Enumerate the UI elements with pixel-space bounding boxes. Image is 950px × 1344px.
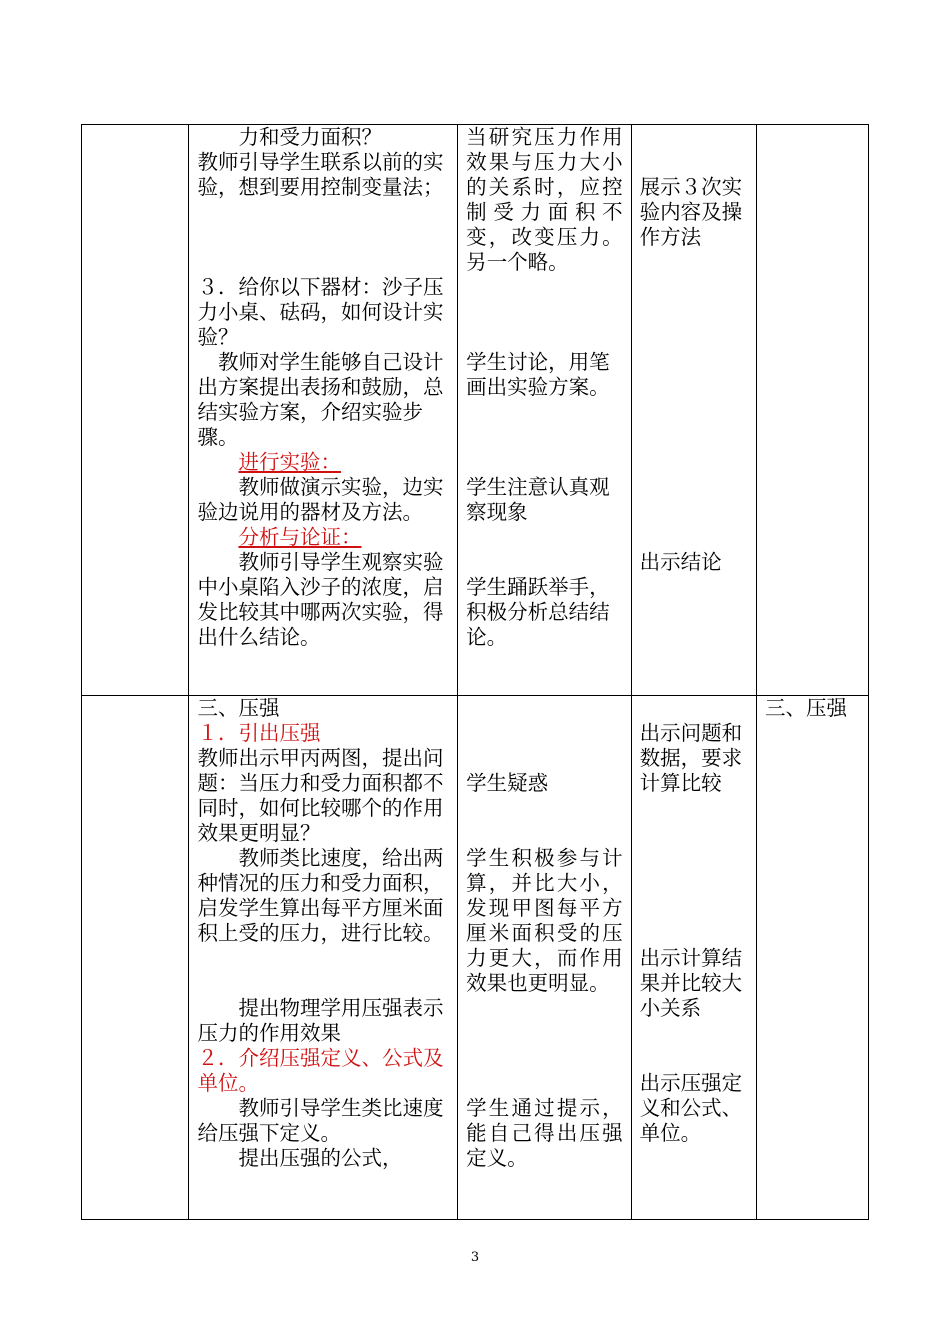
section-heading: １．引出压强 [197,721,321,745]
text-line: 出示压强定义和公式、单位。 [639,1071,743,1145]
text-line: 展示３次实验内容及操作方法 [639,175,743,249]
text-line: 学生通过提示，能自己得出压强定义。 [466,1096,623,1170]
section-heading: 分析与论证： [238,525,362,549]
teacher-activity-cell [189,125,458,696]
text-line: 学生疑惑 [466,771,549,795]
text-line: 力和受力面积？ [238,125,382,149]
section-heading: 三、压强 [197,696,280,720]
student-activity-cell [458,125,632,696]
teacher-activity-cell [189,696,458,1220]
text-line: ３．给你以下器材：沙子压力小桌、砝码，如何设计实验？ [197,275,444,349]
text-line: 学生讨论，用笔画出实验方案。 [466,350,610,399]
text-line: 提出压强的公式， [238,1146,403,1170]
text-line: 出示问题和数据，要求计算比较 [639,721,743,795]
text-line: 教师做演示实验，边实验边说用的器材及方法。 [197,475,444,524]
table-row [82,125,869,696]
topic-cell [757,696,869,1220]
text-line: 学生积极参与计算，并比大小，发现甲图每平方厘米面积受的压力更大，而作用效果也更明显。 [466,846,623,995]
empty-cell [82,125,189,696]
text-line: 当研究压力作用效果与压力大小的关系时，应控制受力面积不变，改变压力。另一个略。 [466,125,623,274]
table-row [82,696,869,1220]
student-activity-cell [458,696,632,1220]
page-number: 3 [470,1250,480,1265]
text-line: 学生注意认真观察现象 [466,475,610,524]
empty-cell [757,125,869,696]
text-line: 出示计算结果并比较大小关系 [639,946,743,1020]
media-cell [631,696,756,1220]
text-line: 教师出示甲丙两图，提出问题：当压力和受力面积都不同时，如何比较哪个的作用效果更明显？ [197,746,444,845]
lesson-plan-table [81,124,869,1220]
text-line: 教师引导学生类比速度给压强下定义。 [197,1096,444,1145]
section-heading: ２．介绍压强定义、公式及单位。 [197,1046,444,1095]
media-cell [631,125,756,696]
text-line: 教师引导学生观察实验中小桌陷入沙子的浓度，启发比较其中哪两次实验，得出什么结论。 [197,550,444,649]
text-line: 教师对学生能够自己设计出方案提出表扬和鼓励，总结实验方案，介绍实验步骤。 [197,350,444,449]
topic-label: 三、压强 [765,696,848,720]
text-line: 出示结论 [639,550,722,574]
text-line: 提出物理学用压强表示压力的作用效果 [197,996,444,1045]
section-heading: 进行实验： [238,450,341,474]
text-line: 教师引导学生联系以前的实验，想到要用控制变量法； [197,150,444,199]
empty-cell [82,696,189,1220]
text-line: 教师类比速度，给出两种情况的压力和受力面积，启发学生算出每平方厘米面积上受的压力，进行比较。 [197,846,444,945]
text-line: 学生踊跃举手，积极分析总结结论。 [466,575,610,649]
